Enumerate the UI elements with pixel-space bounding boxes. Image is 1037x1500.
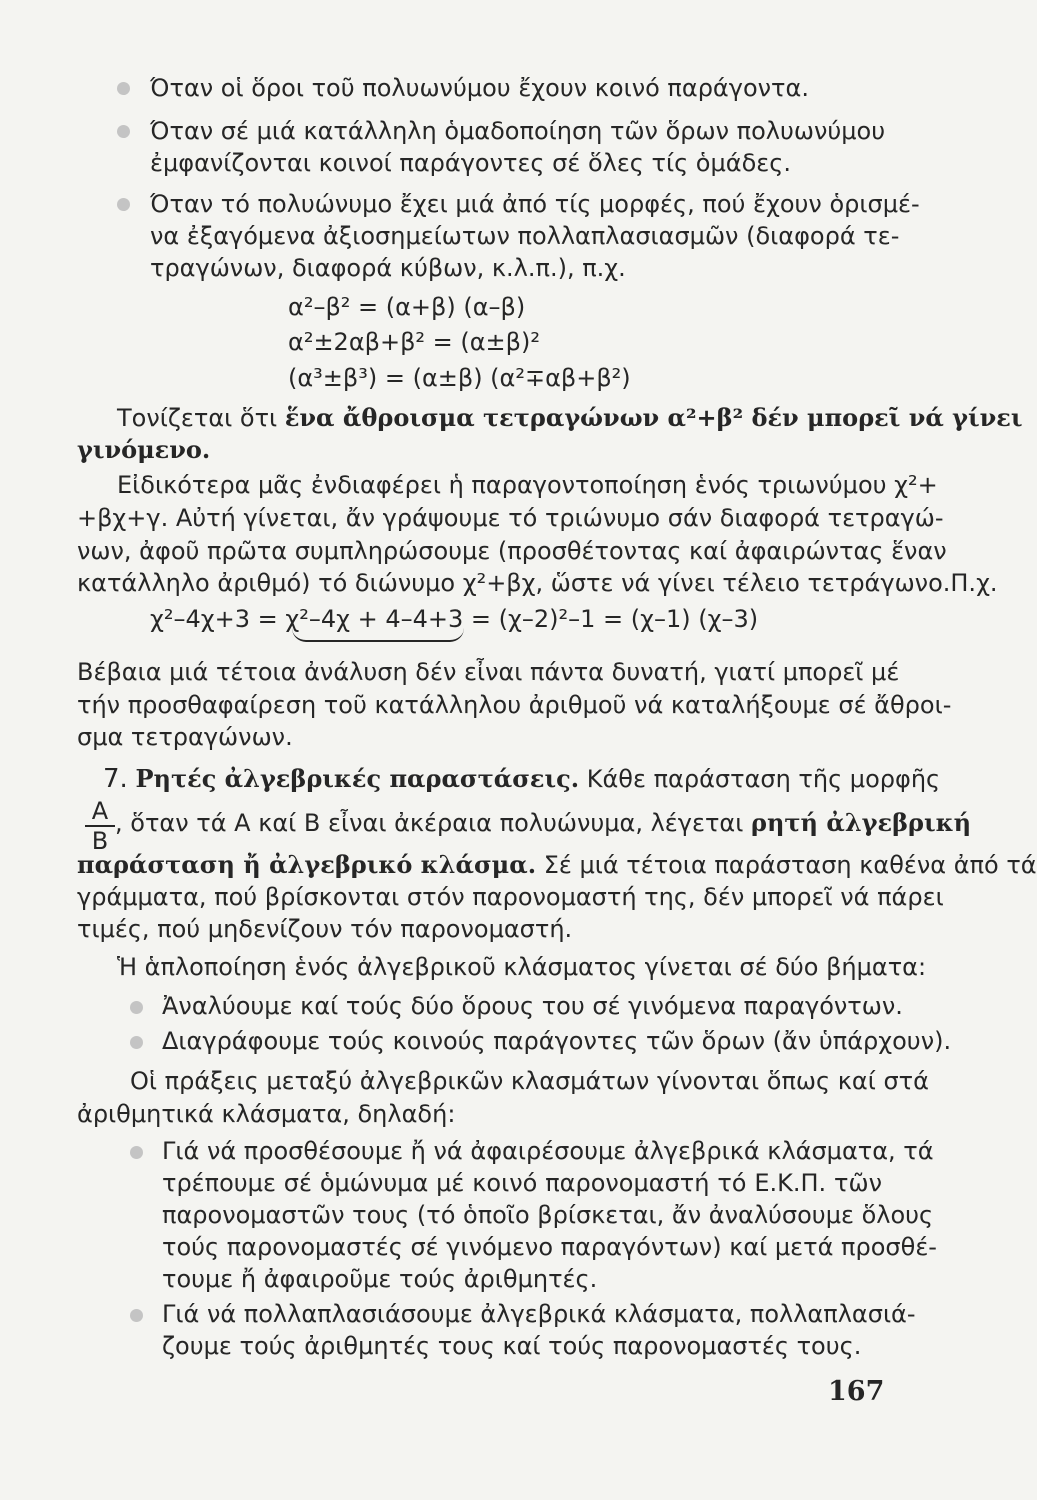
identity-difference-squares: α²–β² = (α+β) (α–β): [288, 293, 526, 321]
paragraph-line: σμα τετραγώνων.: [77, 723, 293, 751]
paragraph-line: νων, ἀφοῦ πρῶτα συμπληρώσουμε (προσθέτοντας καί ἀφαιρώντας ἕναν: [77, 537, 947, 565]
identity-cubes: (α³±β³) = (α±β) (α²∓αβ+β²): [288, 364, 631, 392]
fraction-denominator: B: [91, 827, 109, 855]
section-title: Ρητές ἀλγεβρικές παραστάσεις.: [135, 764, 580, 793]
fraction-numerator: A: [91, 797, 109, 825]
operations-intro: ἀριθμητικά κλάσματα, δηλαδή:: [77, 1100, 456, 1128]
bullet-text: Όταν τό πολυώνυμο ἔχει μιά ἀπό τίς μορφές, πού ἔχουν ὁρισμέ-: [150, 190, 920, 218]
simplification-intro: Ἡ ἁπλοποίηση ἑνός ἀλγεβρικοῦ κλάσματος γίνεται σέ δύο βήματα:: [117, 953, 927, 981]
emphasis-prefix: Τονίζεται ὅτι: [117, 404, 278, 432]
term-algebraic-fraction: παράσταση ἤ ἀλγεβρικό κλάσμα.: [77, 850, 537, 879]
simplification-step: Διαγράφουμε τούς κοινούς παράγοντες τῶν ὅρων (ἄν ὑπάρχουν).: [162, 1027, 952, 1055]
bullet-icon: [130, 1309, 143, 1322]
fraction-a-over-b: [85, 798, 115, 854]
bullet-text: τραγώνων, διαφορά κύβων, κ.λ.π.), π.χ.: [150, 254, 626, 282]
operations-bullet-text: Γιά νά προσθέσουμε ἤ νά ἀφαιρέσουμε ἀλγεβρικά κλάσματα, τά: [162, 1137, 934, 1165]
bullet-text: Όταν οἱ ὅροι τοῦ πολυωνύμου ἔχουν κοινό παράγοντα.: [150, 74, 809, 102]
section-line: παράσταση ἤ ἀλγεβρικό κλάσμα. Σέ μιά τέτοια παράσταση καθένα ἀπό τά: [77, 850, 1037, 879]
bullet-icon: [117, 125, 130, 138]
emphasis-line: [117, 403, 1023, 433]
section-intro: Κάθε παράσταση τῆς μορφῆς: [586, 765, 941, 793]
underbrace-mark: [292, 628, 464, 642]
emphasis-bold: ἕνα ἄθροισμα τετραγώνων α²+β² δέν μπορεῖ νά γίνει: [284, 403, 1023, 432]
operations-bullet-text: ζουμε τούς ἀριθμητές τους καί τούς παρονομαστές τους.: [162, 1332, 862, 1360]
operations-intro: Οἱ πράξεις μεταξύ ἀλγεβρικῶν κλασμάτων γίνονται ὅπως καί στά: [130, 1067, 929, 1095]
bullet-text: να ἐξαγόμενα ἀξιοσημείωτων πολλαπλασιασμῶν (διαφορά τε-: [150, 222, 900, 250]
emphasis-bold-end: γινόμενο.: [77, 435, 211, 464]
bullet-icon: [117, 198, 130, 211]
paragraph-line: Βέβαια μιά τέτοια ἀνάλυση δέν εἶναι πάντα δυνατή, γιατί μπορεῖ μέ: [77, 658, 900, 686]
bullet-icon: [130, 1146, 143, 1159]
term-rational-expression: ρητή ἀλγεβρική: [750, 808, 972, 837]
operations-bullet-text: τούς παρονομαστές σέ γινόμενο παραγόντων) καί μετά προσθέ-: [162, 1233, 937, 1261]
operations-bullet-text: Γιά νά πολλαπλασιάσουμε ἀλγεβρικά κλάσματα, πολλαπλασιά-: [162, 1300, 916, 1328]
bullet-icon: [117, 82, 130, 95]
bullet-text: ἐμφανίζονται κοινοί παράγοντες σέ ὅλες τίς ὁμάδες.: [150, 149, 791, 177]
page-number: 167: [828, 1376, 885, 1407]
section-line: γράμματα, πού βρίσκονται στόν παρονομαστή της, δέν μπορεῖ νά πάρει: [77, 883, 944, 911]
section-line: τιμές, πού μηδενίζουν τόν παρονομαστή.: [77, 915, 573, 943]
simplification-step: Ἀναλύουμε καί τούς δύο ὅρους του σέ γινόμενα παραγόντων.: [162, 992, 903, 1020]
paragraph-line: τήν προσθαφαίρεση τοῦ κατάλληλου ἀριθμοῦ νά καταλήξουμε σέ ἄθροι-: [77, 691, 952, 719]
paragraph-line: κατάλληλο ἀριθμό) τό διώνυμο χ²+βχ, ὥστε νά γίνει τέλειο τετράγωνο.Π.χ.: [77, 569, 998, 597]
bullet-text: Όταν σέ μιά κατάλληλη ὁμαδοποίηση τῶν ὅρων πολυωνύμου: [150, 117, 886, 145]
section-line: , ὅταν τά Α καί Β εἶναι ἀκέραια πολυώνυμα, λέγεται ρητή ἀλγεβρική: [115, 808, 972, 837]
paragraph-line: +βχ+γ. Αὐτή γίνεται, ἄν γράψουμε τό τριώνυμο σάν διαφορά τετραγώ-: [77, 504, 944, 532]
identity-square-binomial: α²±2αβ+β² = (α±β)²: [288, 328, 540, 356]
operations-bullet-text: παρονομαστῶν τους (τό ὁποῖο βρίσκεται, ἄν ἀναλύσουμε ὅλους: [162, 1201, 934, 1229]
paragraph-line: Εἰδικότερα μᾶς ἐνδιαφέρει ἡ παραγοντοποίηση ἑνός τριωνύμου χ²+: [117, 471, 938, 499]
bullet-icon: [130, 1036, 143, 1049]
operations-bullet-text: τουμε ἤ ἀφαιροῦμε τούς ἀριθμητές.: [162, 1265, 598, 1293]
example-equation: χ²–4χ+3 = χ²–4χ + 4–4+3 = (χ–2)²–1 = (χ–1) (χ–3): [150, 605, 759, 633]
section-number: 7.: [103, 764, 128, 794]
section-heading-line: [103, 764, 940, 794]
operations-bullet-text: τρέπουμε σέ ὁμώνυμα μέ κοινό παρονομαστή τό Ε.Κ.Π. τῶν: [162, 1169, 882, 1197]
bullet-icon: [130, 1001, 143, 1014]
